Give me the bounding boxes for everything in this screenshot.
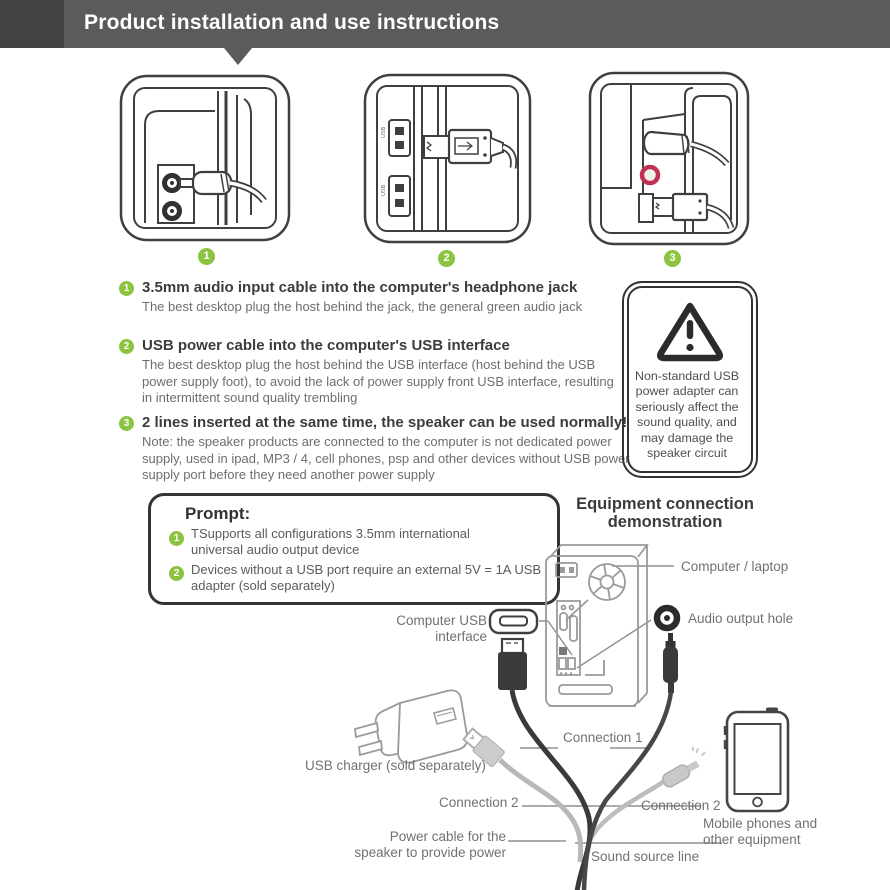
- prompt-item-badge: 2: [169, 566, 184, 581]
- label-computer-usb-interface: Computer USB interface: [396, 613, 487, 644]
- prompt-item-text: Devices without a USB port require an external 5V = 1A USB adapter (sold separately): [191, 562, 542, 594]
- label-usb-charger: USB charger (sold separately): [305, 758, 486, 773]
- usb-port-icon: [490, 610, 537, 633]
- label-audio-output-hole: Audio output hole: [688, 611, 794, 626]
- phone-illustration: [724, 708, 788, 812]
- label-connection-2-left: Connection 2: [439, 795, 519, 810]
- instruction-body: The best desktop plug the host behind the USB interface (host behind the USB power supply foot), to avoid the lack of power supply front USB interface, resulting in intermittent sound quality trembling: [142, 357, 614, 406]
- instruction-title: USB power cable into the computer's USB interface: [142, 337, 510, 354]
- diagram-title: Equipment connection demonstration: [576, 495, 754, 532]
- usb-ports-plug-illustration: [362, 72, 533, 245]
- instruction-body: The best desktop plug the host behind the jack, the general green audio jack: [142, 299, 583, 314]
- page-title: Product installation and use instructions: [84, 11, 500, 34]
- label-mobile-phones: Mobile phones and other equipment: [703, 816, 818, 847]
- instruction-title: 2 lines inserted at the same time, the speaker can be used normally!: [142, 414, 628, 431]
- usb-plug-black: [498, 639, 590, 890]
- gallery-step-badge: 3: [664, 250, 681, 267]
- gallery-step-badge: 1: [198, 248, 215, 265]
- prompt-item-badge: 1: [169, 531, 184, 546]
- prompt-title: Prompt:: [185, 504, 251, 523]
- laptop-two-cables-illustration: [587, 70, 751, 247]
- audio-jack-plug-illustration: [118, 73, 292, 243]
- instruction-badge: 3: [119, 416, 134, 431]
- audio-port-red-ring-icon: [642, 167, 658, 183]
- instruction-body: Note: the speaker products are connected to the computer is not dedicated power supply, used in ipad, MP3 / 4, cell phones, psp and other devices without USB power supply port before they need another power supply: [142, 434, 630, 483]
- label-computer-laptop: Computer / laptop: [681, 559, 789, 574]
- instruction-badge: 2: [119, 339, 134, 354]
- header-pointer-notch: [224, 48, 252, 65]
- audio-output-hole-icon: [657, 608, 677, 628]
- instruction-title: 3.5mm audio input cable into the computer's headphone jack: [142, 279, 578, 296]
- label-connection-1: Connection 1: [563, 730, 643, 745]
- instruction-badge: 1: [119, 281, 134, 296]
- warning-text: Non-standard USB power adapter can seriously affect the sound quality, and may damage the speaker circuit: [635, 369, 739, 460]
- usb-port-label: USB: [381, 126, 387, 138]
- gallery-step-badge: 2: [438, 250, 455, 267]
- warning-card: [622, 281, 758, 478]
- aux-connector-gray: [656, 743, 712, 789]
- prompt-item-text: TSupports all configurations 3.5mm international universal audio output device: [191, 526, 470, 558]
- header-left-tab: [0, 0, 64, 48]
- computer-tower-illustration: [546, 545, 647, 706]
- usb-port-label: USB: [381, 184, 387, 196]
- warning-triangle-icon: [655, 299, 725, 363]
- label-power-cable: Power cable for the speaker to provide power: [354, 829, 506, 860]
- label-sound-source-line: Sound source line: [591, 849, 700, 864]
- label-connection-2-right: Connection 2: [641, 798, 721, 813]
- usb-charger-illustration: [355, 690, 467, 762]
